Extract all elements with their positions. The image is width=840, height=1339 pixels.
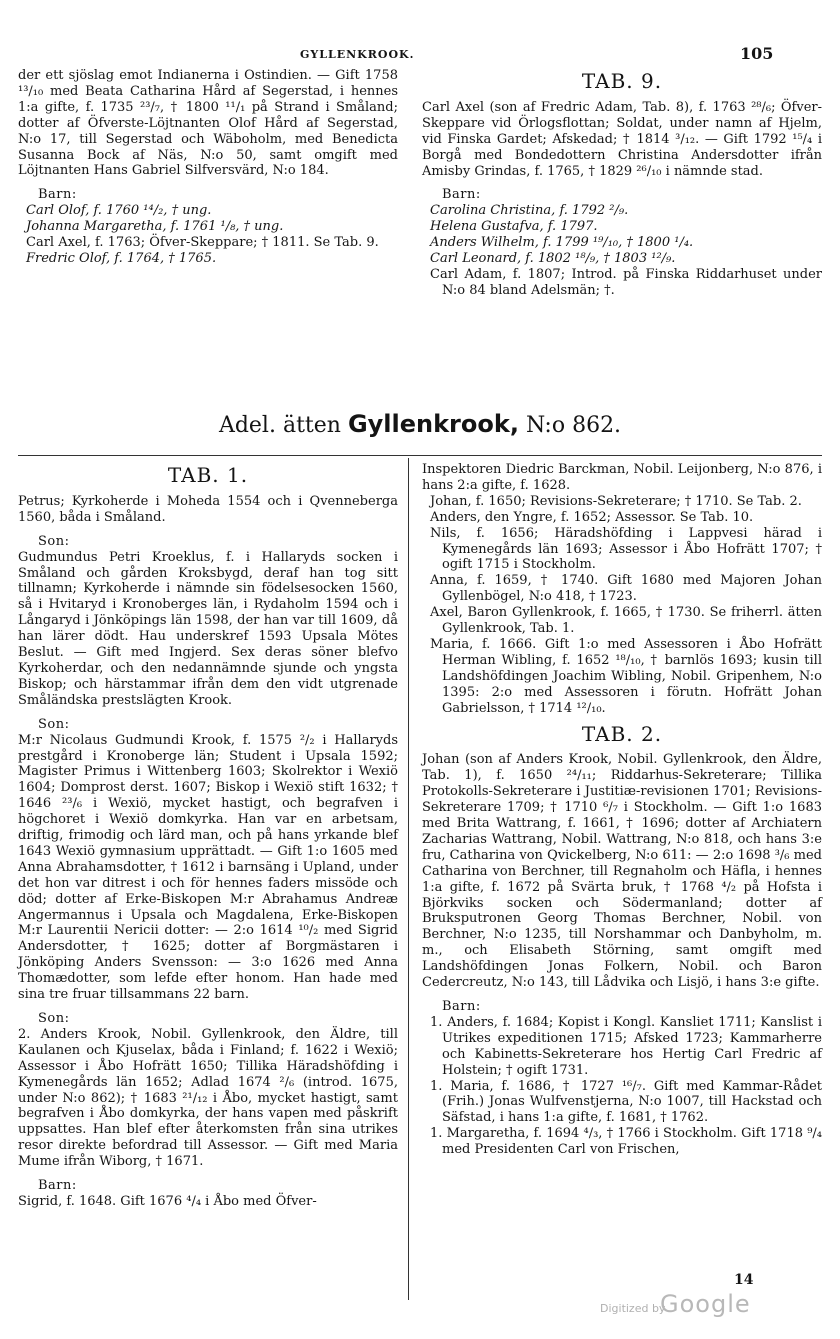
child-entry: Fredric Olof, f. 1764, † 1765. <box>26 250 217 266</box>
child-entry: Helena Gustafva, f. 1797. <box>430 219 598 235</box>
child-entry: Carolina Christina, f. 1792 ²/₉. <box>430 203 629 219</box>
section-label: Barn: <box>38 187 77 203</box>
paragraph: 2. Anders Krook, Nobil. Gyllenkrook, den Äldre, till Kaulanen och Kjuselax, båda i Finland; f. 1622 i Wexiö; Assessor i Åbo Hofrätt 1650; Tillika Häradshöfding i Kymenegårds län 1652; Adlad 1674 ²/₆ (introd. 1675, under N:o 862); † 1683 ²¹/₁₂ i Åbo, mycket hastigt, samt begrafven i Åbo domkyrka, der hans vapen med påskrift uppsattes. Han blef efter återkomsten från sina utrikes resor direkte befordrad till Assessor. — Gift med Maria Mume ifrån Wiborg, † 1671. <box>18 1026 398 1170</box>
child-entry: Anders Wilhelm, f. 1799 ¹⁹/₁₀, † 1800 ¹/₄. <box>430 235 694 251</box>
top-right-column <box>422 68 822 299</box>
running-head <box>0 44 840 64</box>
family-name: Gyllenkrook, <box>347 410 519 438</box>
top-left-column <box>18 68 398 267</box>
child-entry: Nils, f. 1656; Häradshöfding i Lappvesi härad i Kymenegårds län 1693; Assessor i Åbo Hofrätt 1707; † ogift 1715 i Stockholm. <box>430 525 822 573</box>
watermark-small-text: Digitized by <box>600 1302 666 1315</box>
section-label: Barn: <box>38 1178 77 1194</box>
paragraph: M:r Nicolaus Gudmundi Krook, f. 1575 ²/₂ i Hallaryds prestgård i Kronoberge län; Student i Upsala 1592; Magister Primus i Wittenberg 1603; Skolrektor i Wexiö 1604; Domprost derst. 1607; Biskop i Wexiö stift 1632; † 1646 ²³/₆ i Wexiö, mycket hastigt, och begrafven i högchoret i Wexiö domkyrka. Han var en arbetsam, driftig, frimodig och lärd man, och på hans yrkande blef 1643 Wexiö gymnasium upprättadt. — Gift 1:o 1605 med Anna Abrahamsdotter, † 1612 i barnsäng i Upland, under det hon var ditrest i och för hennes faders missöde och död; dotter af Erke-Biskopen M:r Abrahamus Andreæ Angermannus i Upsala och Magdalena, Erke-Biskopen M:r Laurentii Nericii dotter: — 2:o 1614 ¹⁰/₂ med Sigrid Andersdotter, † 1625; dotter af Borgmästaren i Jönköping Anders Svensson: — 3:o 1626 med Anna Thomædotter, som lefde efter honom. Han hade med sina tre fruar tillsammans 22 barn. <box>18 732 398 1003</box>
family-title <box>0 410 840 438</box>
tab-heading: TAB. 9. <box>581 69 663 93</box>
paragraph: Gudmundus Petri Kroeklus, f. i Hallaryds socken i Småland och gården Kroksbygd, deraf han tog sitt tillnamn; Kyrkoherde i nämnde sin födelsesocken 1560, så i Hvitaryd i Kronoberges län, i Rydaholm 1594 och i Långaryd i Jönköpings län 1598, der han var till 1609, då han lärer dödt. Hau underskref 1593 Upsala Mötes Beslut. — Gift med Ingjerd. Sex deras söner blefvo Kyrkoherdar, och den nedannämnde sjunde och yngsta Biskop; och härstammar ifrån dem den vidt utgrenade Småländska prestslägten Krook. <box>18 549 398 708</box>
section-label: Son: <box>38 533 70 549</box>
child-entry: Carl Axel, f. 1763; Öfver-Skeppare; † 1811. Se Tab. 9. <box>26 235 379 251</box>
column-divider <box>408 458 409 1300</box>
child-entry: Carl Leonard, f. 1802 ¹⁸/₉, † 1803 ¹²/₉. <box>430 251 676 267</box>
page-number: 105 <box>740 44 774 63</box>
child-entry: 1. Margaretha, f. 1694 ⁴/₃, † 1766 i Stockholm. Gift 1718 ⁹/₄ med Presidenten Carl von Frischen, <box>430 1126 822 1158</box>
child-entry: Anna, f. 1659, † 1740. Gift 1680 med Majoren Johan Gyllenbögel, N:o 418, † 1723. <box>430 573 822 605</box>
section-label: Barn: <box>442 999 481 1014</box>
paragraph: Inspektoren Diedric Barckman, Nobil. Leijonberg, N:o 876, i hans 2:a gifte, f. 1628. <box>422 462 822 493</box>
signature-mark: 14 <box>734 1272 754 1288</box>
horizontal-rule <box>18 455 822 456</box>
family-title-prefix: Adel. ätten <box>218 413 341 438</box>
paragraph: Sigrid, f. 1648. Gift 1676 ⁴/₄ i Åbo med Öfver- <box>18 1193 317 1209</box>
child-entry: 1. Maria, f. 1686, † 1727 ¹⁶/₇. Gift med Kammar-Rådet (Frih.) Jonas Wulfvenstjerna, N:o 1007, till Hackstad och Säfstad, i hans 1:a gifte, f. 1681, † 1762. <box>430 1078 822 1126</box>
bottom-right-column <box>422 462 822 1158</box>
running-title: GYLLENKROOK. <box>300 48 415 61</box>
section-label: Son: <box>38 716 70 732</box>
child-entry: Carl Adam, f. 1807; Introd. på Finska Riddarhuset under N:o 84 bland Adelsmän; †. <box>430 266 822 298</box>
tab-heading: TAB. 2. <box>581 721 663 746</box>
tab-heading: TAB. 1. <box>167 463 249 487</box>
child-entry: 1. Anders, f. 1684; Kopist i Kongl. Kansliet 1711; Kanslist i Utrikes expeditionen 1715; Afsked 1723; Kammarherre och Kabinetts-Sekreterare hos Hertig Carl Fredric af Holstein; † ogift 1731. <box>430 1014 822 1078</box>
child-entry: Carl Olof, f. 1760 ¹⁴/₂, † ung. <box>26 203 212 219</box>
paragraph: Petrus; Kyrkoherde i Moheda 1554 och i Qvenneberga 1560, båda i Småland. <box>18 493 398 525</box>
family-number: N:o 862. <box>525 413 622 438</box>
paragraph: Johan (son af Anders Krook, Nobil. Gyllenkrook, den Äldre, Tab. 1), f. 1650 ²⁴/₁₁; Riddarhus-Sekreterare; Tillika Protokolls-Sekreterare i Justitiæ-revisionen 1701; Revisions-Sekreterare 1709; † 1710 ⁶/₇ i Stockholm. — Gift 1:o 1683 med Brita Wattrang, f. 1661, † 1696; dotter af Archiatern Zacharias Wattrang, Nobil. Wattrang, N:o 818, och hans 3:e fru, Catharina von Qvickelberg, N:o 611: — 2:o 1698 ³/₆ med Catharina von Berchner, till Regnaholm och Häfla, i hennes 1:a gifte, f. 1672 på Svärta bruk, † 1768 ⁴/₂ på Hofsta i Björkviks socken och Södermanland; dotter af Bruksputronen Georg Thomas Berchner, Nobil. von Berchner, N:o 1235, till Norshammar och Danbyholm, m. m., och Elisabeth Störning, samt omgift med Landshöfdingen Jonas Folkern, Nobil. och Baron Cedercreutz, N:o 143, till Lådvika och Lisjö, i hans 3:e gifte. <box>422 752 822 991</box>
child-entry: Axel, Baron Gyllenkrook, f. 1665, † 1730. Se friherrl. ätten Gyllenkrook, Tab. 1. <box>430 605 822 637</box>
watermark-logo-text: Google <box>660 1290 751 1318</box>
bottom-left-column <box>18 462 398 1210</box>
child-entry: Johanna Margaretha, f. 1761 ¹/₈, † ung. <box>26 219 284 235</box>
section-label: Barn: <box>442 187 481 203</box>
section-label: Son: <box>38 1011 70 1026</box>
child-entry: Anders, den Yngre, f. 1652; Assessor. Se Tab. 10. <box>430 509 754 525</box>
paragraph: der ett sjöslag emot Indianerna i Ostindien. — Gift 1758 ¹³/₁₀ med Beata Catharina Hård af Segerstad, i hennes 1:a gifte, f. 1735 ²³/₇, † 1800 ¹¹/₁ på Strand i Småland; dotter af Öfverste-Löjtnanten Olof Hård af Segerstad, N:o 17, till Segerstad och Wäboholm, med Benedicta Susanna Bock af Näs, N:o 50, samt omgift med Löjtnanten Hans Gabriel Silfversvärd, N:o 184. <box>18 68 398 179</box>
google-watermark <box>600 1290 770 1320</box>
paragraph: Carl Axel (son af Fredric Adam, Tab. 8), f. 1763 ²⁸/₆; Öfver-Skeppare vid Örlogsflottan; Soldat, under namn af Hjelm, vid Finska Gardet; Afskedad; † 1814 ³/₁₂. — Gift 1792 ¹⁵/₄ i Borgå med Bondedottern Christina Andersdotter ifrån Amisby Grindas, f. 1765, † 1829 ²⁶/₁₀ i nämnde stad. <box>422 99 822 179</box>
child-entry: Maria, f. 1666. Gift 1:o med Assessoren i Åbo Hofrätt Herman Wibling, f. 1652 ¹⁸/₁₀, † barnlös 1693; kusin till Landshöfdingen Joachim Wibling, Nobil. Gripenhem, N:o 1395: 2:o med Assessoren i förutn. Hofrätt Johan Gabrielsson, † 1714 ¹²/₁₀. <box>430 636 822 716</box>
child-entry: Johan, f. 1650; Revisions-Sekreterare; † 1710. Se Tab. 2. <box>430 493 802 509</box>
